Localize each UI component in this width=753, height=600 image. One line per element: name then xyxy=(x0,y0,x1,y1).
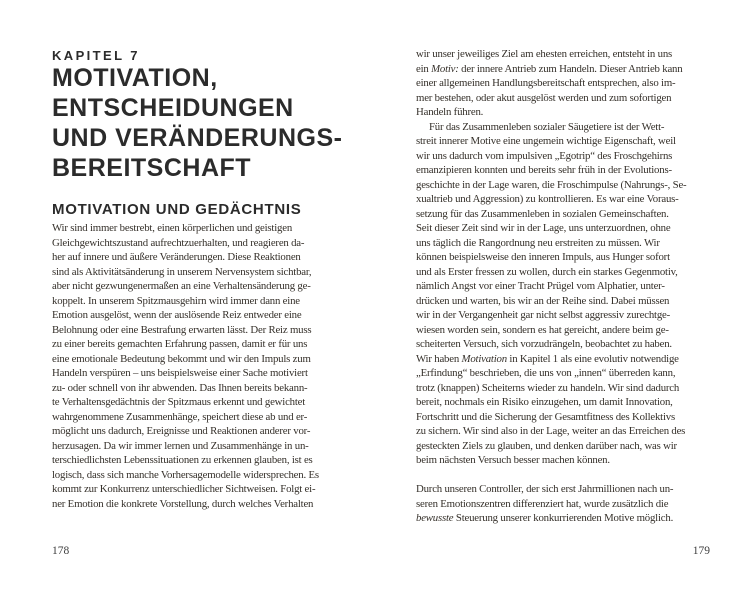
text-line: einer allgemeinen Handlungsbereitschaft entsprechen, also im- xyxy=(416,77,676,89)
text-line: eine emotionale Bedeutung bekommt und wir den Impuls zum xyxy=(52,352,311,365)
text-line: ner Emotion die konkrete Vorstellung, durch welches Verhalten xyxy=(52,497,314,510)
text-line: ein Motiv: der innere Antrieb zum Handeln. Dieser Antrieb kann xyxy=(416,62,683,75)
text-line: BEREITSCHAFT xyxy=(52,154,252,182)
page-right xyxy=(416,0,710,600)
text-line: Handeln verspüren – uns beispielsweise einer Sache motiviert xyxy=(52,367,308,379)
paragraph xyxy=(416,120,710,468)
text-line: Durch unseren Controller, der sich erst Jahrmillionen nach un- xyxy=(416,483,674,495)
text-line: Wir sind immer bestrebt, einen körperlichen und geistigen xyxy=(52,222,293,234)
body-text-left xyxy=(52,221,352,511)
text-line: mer bestehen, oder akut ausgelöst werden und zum sofortigen xyxy=(416,91,672,104)
page-number-right: 179 xyxy=(692,545,710,557)
text-line: scheiterten Versuch, sich vorzudrängeln, beobachtet zu haben. xyxy=(416,338,672,350)
text-line: gesteckten Ziels zu glauben, und denken darüber nach, was wir xyxy=(416,439,677,452)
text-line: Belohnung oder eine Bestrafung erwarten lässt. Der Reiz muss xyxy=(52,323,312,336)
text-line: UND VERÄNDERUNGS- xyxy=(52,124,343,152)
text-line: „Erfindung“ beschrieben, die uns von „innen“ überreden kann, xyxy=(416,367,676,379)
text-line: möglicht uns dadurch, Ereignisse und Reaktionen anderer vor- xyxy=(52,425,311,437)
text-line: setzung für das Zusammenleben in sozialen Gemeinschaften. xyxy=(416,207,669,220)
text-line: logisch, dass sich manche Vorhersagemodelle widersprechen. Es xyxy=(52,468,319,481)
text-line: zu einer bereits gemachten Erfahrung passen, damit er für uns xyxy=(52,338,308,350)
paragraph xyxy=(416,47,710,120)
text-line: beim nächsten Versuch besser machen können. xyxy=(416,454,610,466)
page-left xyxy=(52,0,352,600)
text-line: wir uns dadurch vom impulsiven „Egotrip“ des Froschgehirns xyxy=(416,149,673,162)
body-text-right xyxy=(416,47,710,526)
text-line: streit innerer Motive eine ungemein wichtige Eigenschaft, weil xyxy=(416,135,676,147)
text-line: und als Erster fressen zu wollen, durch ein starkes Gegenmotiv, xyxy=(416,265,678,278)
text-line: können beispielsweise den inneren Impuls, aus Hunger sofort xyxy=(416,251,670,263)
text-line: bereit, nochmals ein Risiko einzugehen, um damit Innovation, xyxy=(416,396,673,408)
text-line: drücken und warten, bis wir an der Reihe sind. Dabei müssen xyxy=(416,294,670,307)
text-line: sind als Aktivitätsänderung in unserem Nervensystem sichtbar, xyxy=(52,265,312,278)
paragraph xyxy=(416,482,710,526)
text-line: MOTIVATION, xyxy=(52,64,218,92)
text-line: Fortschritt und die Sicherung der Gesamtfitness des Kollektivs xyxy=(416,410,675,423)
text-line: her auf innere und äußere Veränderungen. Diese Reaktionen xyxy=(52,251,301,263)
text-line: wir in der Vergangenheit gar nicht selbst aggressiv zurechtge- xyxy=(416,309,671,321)
text-line: geschichte in der Lage waren, die Froschimpulse (Nahrungs-, Se- xyxy=(416,178,687,191)
text-line: wahrgenommene Zusammenhänge, speichert diese ab und er- xyxy=(52,410,308,423)
page-number-left: 178 xyxy=(52,545,70,557)
text-line: nämlich Angst vor einer Tracht Prügel vom Alphatier, unter- xyxy=(416,280,665,292)
text-line: Emotion ausgelöst, wenn der auslösende Reiz entweder eine xyxy=(52,309,302,321)
text-line: uns täglich die Rangordnung neu erstreiten zu müssen. Wir xyxy=(416,236,660,249)
text-line: terschiedlichsten Lebenssituationen zu erkennen glauben, ist es xyxy=(52,454,313,466)
text-line: herzusagen. Da wir immer lernen und Zusammenhänge in un- xyxy=(52,439,309,452)
text-line: Handeln führen. xyxy=(416,106,484,118)
text-line: te Verhaltensgedächtnis der Spitzmaus erkennt und gewichtet xyxy=(52,396,306,408)
section-heading: MOTIVATION UND GEDÄCHTNIS xyxy=(52,201,302,218)
text-line: aber nicht gezwungenermaßen an eine Verhaltensänderung ge- xyxy=(52,280,311,292)
text-line: xualtrieb und Aggression) zu kontrollieren. Es war eine Voraus- xyxy=(416,193,679,205)
text-line: ENTSCHEIDUNGEN xyxy=(52,94,294,122)
text-line: Seit dieser Zeit sind wir in der Lage, uns unterzuordnen, ohne xyxy=(416,222,671,234)
text-line: Wir haben Motivation in Kapitel 1 als eine evolutiv notwendige xyxy=(416,352,679,365)
text-line: zu- oder schnell von ihr abwenden. Das Ihnen bereits bekann- xyxy=(52,381,308,394)
text-line: Für das Zusammenleben sozialer Säugetiere ist der Wett- xyxy=(429,120,665,133)
text-line: zu sichern. Wir sind also in der Lage, weiter an das Erreichen des xyxy=(416,425,686,437)
chapter-kicker: KAPITEL 7 xyxy=(52,48,140,63)
text-line: Gleichgewichtszustand aufrechtzuerhalten, und reagieren da- xyxy=(52,236,305,249)
text-line: emanzipieren konnten und bereits sehr früh in der Evolutions- xyxy=(416,164,672,176)
text-line: seren Emotionszentren differenziert hat, wurde zusätzlich die xyxy=(416,497,669,510)
text-line: trotz (knappen) Scheiterns wieder zu handeln. Wir sind dadurch xyxy=(416,381,680,394)
text-line: wir unser jeweiliges Ziel am ehesten erreichen, entsteht in uns xyxy=(416,48,673,60)
text-line: wiesen worden sein, sondern es hat gereicht, andere beim ge- xyxy=(416,323,669,336)
text-line: bewusste Steuerung unserer konkurrierenden Motive möglich. xyxy=(416,512,674,524)
text-line: kommt zur Konkurrenz unterschiedlicher Sichtweisen. Folgt ei- xyxy=(52,483,316,495)
text-line: koppelt. In unserem Spitzmausgehirn wird immer dann eine xyxy=(52,294,300,307)
chapter-title xyxy=(52,63,352,183)
